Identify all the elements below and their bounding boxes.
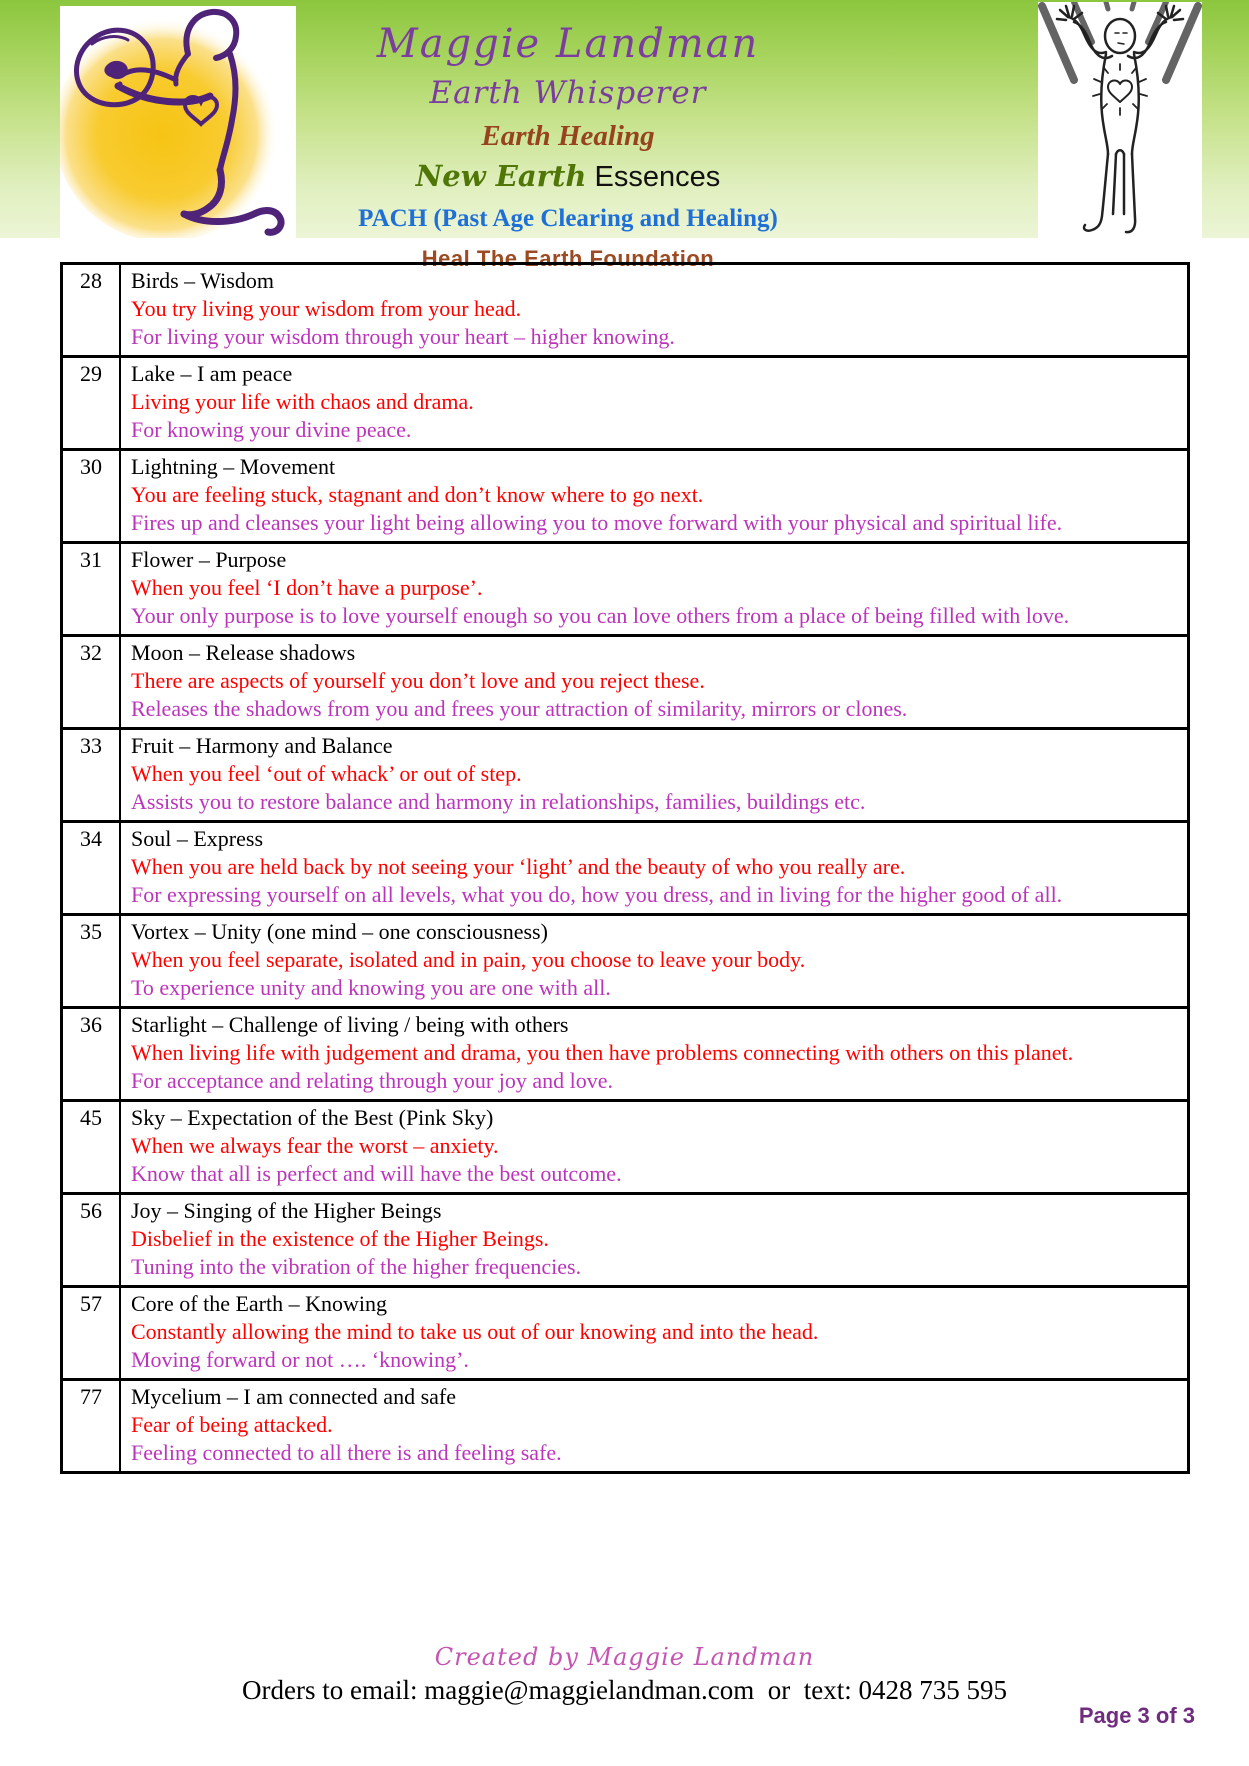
essence-row bbox=[63, 355, 1187, 448]
essence-content bbox=[121, 916, 1187, 1006]
essence-number: 77 bbox=[63, 1381, 121, 1471]
essence-number: 28 bbox=[63, 265, 121, 355]
essence-problem: Disbelief in the existence of the Higher Beings. bbox=[131, 1226, 549, 1251]
essence-benefit: Know that all is perfect and will have the best outcome. bbox=[131, 1161, 622, 1186]
pach-label: PACH (Past Age Clearing and Healing) bbox=[358, 205, 778, 232]
essence-benefit: To experience unity and knowing you are one with all. bbox=[131, 975, 611, 1000]
essence-content bbox=[121, 823, 1187, 913]
essence-title: Moon – Release shadows bbox=[131, 640, 356, 665]
essence-row bbox=[63, 265, 1187, 355]
essence-title: Lightning – Movement bbox=[131, 454, 336, 479]
essence-problem: Living your life with chaos and drama. bbox=[131, 389, 474, 414]
essence-benefit: For expressing yourself on all levels, what you do, how you dress, and in living for the higher good of all. bbox=[131, 882, 1063, 907]
essence-content bbox=[121, 730, 1187, 820]
essence-benefit: Your only purpose is to love yourself enough so you can love others from a place of being filled with love. bbox=[131, 603, 1070, 628]
essence-title: Flower – Purpose bbox=[131, 547, 287, 572]
essence-row bbox=[63, 820, 1187, 913]
essence-row bbox=[63, 1006, 1187, 1099]
figure-box bbox=[1038, 2, 1202, 238]
essence-content bbox=[121, 358, 1187, 448]
essence-row bbox=[63, 727, 1187, 820]
essence-number: 31 bbox=[63, 544, 121, 634]
essence-number: 29 bbox=[63, 358, 121, 448]
essence-benefit: Releases the shadows from you and frees your attraction of similarity, mirrors or clones. bbox=[131, 696, 908, 721]
essence-row bbox=[63, 1099, 1187, 1192]
essence-title: Birds – Wisdom bbox=[131, 268, 274, 293]
radiant-heart-figure-icon bbox=[1038, 2, 1202, 238]
new-earth-script: New Earth bbox=[415, 159, 587, 193]
essence-number: 57 bbox=[63, 1288, 121, 1378]
essence-problem: When we always fear the worst – anxiety. bbox=[131, 1133, 499, 1158]
header-text-block bbox=[230, 18, 906, 270]
essence-benefit: Moving forward or not …. ‘knowing’. bbox=[131, 1347, 469, 1372]
essence-row bbox=[63, 634, 1187, 727]
footer-orders-line: Orders to email: maggie@maggielandman.com or text: 0428 735 595 bbox=[242, 1675, 1007, 1705]
essence-number: 30 bbox=[63, 451, 121, 541]
footer-created-by: Created by Maggie Landman bbox=[434, 1643, 815, 1671]
essence-content bbox=[121, 1381, 1187, 1471]
essence-row bbox=[63, 1192, 1187, 1285]
essence-number: 34 bbox=[63, 823, 121, 913]
new-earth-essences-label bbox=[230, 159, 906, 193]
essence-benefit: Assists you to restore balance and harmony in relationships, families, buildings etc. bbox=[131, 789, 866, 814]
essence-benefit: For living your wisdom through your heart – higher knowing. bbox=[131, 324, 675, 349]
essence-benefit: For acceptance and relating through your joy and love. bbox=[131, 1068, 614, 1093]
footer-page-number: Page 3 of 3 bbox=[1078, 1703, 1195, 1728]
essence-problem: When you are held back by not seeing your ‘light’ and the beauty of who you really are. bbox=[131, 854, 906, 879]
essence-problem: When living life with judgement and drama, you then have problems connecting with others on this planet. bbox=[131, 1040, 1074, 1065]
essence-title: Mycelium – I am connected and safe bbox=[131, 1384, 456, 1409]
essence-title: Vortex – Unity (one mind – one consciousness) bbox=[131, 919, 548, 944]
essence-problem: Fear of being attacked. bbox=[131, 1412, 333, 1437]
earth-healing-label: Earth Healing bbox=[481, 120, 655, 152]
essence-title: Lake – I am peace bbox=[131, 361, 293, 386]
essence-content bbox=[121, 1195, 1187, 1285]
essence-problem: There are aspects of yourself you don’t love and you reject these. bbox=[131, 668, 705, 693]
essence-problem: When you feel ‘I don’t have a purpose’. bbox=[131, 575, 483, 600]
essence-number: 35 bbox=[63, 916, 121, 1006]
essence-table bbox=[60, 262, 1190, 1474]
essence-title: Starlight – Challenge of living / being with others bbox=[131, 1012, 569, 1037]
essence-title: Soul – Express bbox=[131, 826, 263, 851]
brand-subtitle: Earth Whisperer bbox=[429, 75, 707, 111]
essence-number: 33 bbox=[63, 730, 121, 820]
essence-content bbox=[121, 265, 1187, 355]
essence-problem: You are feeling stuck, stagnant and don’t know where to go next. bbox=[131, 482, 704, 507]
essence-content bbox=[121, 637, 1187, 727]
essence-number: 45 bbox=[63, 1102, 121, 1192]
essence-benefit: Fires up and cleanses your light being allowing you to move forward with your physical and spiritual life. bbox=[131, 510, 1063, 535]
essence-benefit: Tuning into the vibration of the higher frequencies. bbox=[131, 1254, 582, 1279]
essence-problem: You try living your wisdom from your head. bbox=[131, 296, 522, 321]
essence-title: Joy – Singing of the Higher Beings bbox=[131, 1198, 442, 1223]
foundation-label: Heal The Earth Foundation bbox=[421, 246, 715, 271]
essence-benefit: Feeling connected to all there is and feeling safe. bbox=[131, 1440, 562, 1465]
brand-name: Maggie Landman bbox=[376, 21, 760, 67]
essence-row bbox=[63, 1285, 1187, 1378]
essence-problem: When you feel ‘out of whack’ or out of step. bbox=[131, 761, 522, 786]
essence-number: 32 bbox=[63, 637, 121, 727]
essences-plain: Essences bbox=[586, 161, 721, 193]
essence-content bbox=[121, 1288, 1187, 1378]
essence-problem: When you feel separate, isolated and in pain, you choose to leave your body. bbox=[131, 947, 806, 972]
essence-benefit: For knowing your divine peace. bbox=[131, 417, 412, 442]
essence-content bbox=[121, 1009, 1187, 1099]
essence-number: 36 bbox=[63, 1009, 121, 1099]
essence-number: 56 bbox=[63, 1195, 121, 1285]
essence-row bbox=[63, 448, 1187, 541]
essence-row bbox=[63, 913, 1187, 1006]
essence-content bbox=[121, 544, 1187, 634]
essence-title: Sky – Expectation of the Best (Pink Sky) bbox=[131, 1105, 494, 1130]
essence-content bbox=[121, 1102, 1187, 1192]
essence-problem: Constantly allowing the mind to take us out of our knowing and into the head. bbox=[131, 1319, 819, 1344]
essence-row bbox=[63, 541, 1187, 634]
essence-content bbox=[121, 451, 1187, 541]
header-band bbox=[0, 0, 1249, 271]
essence-title: Fruit – Harmony and Balance bbox=[131, 733, 393, 758]
essence-title: Core of the Earth – Knowing bbox=[131, 1291, 387, 1316]
essence-row bbox=[63, 1378, 1187, 1471]
